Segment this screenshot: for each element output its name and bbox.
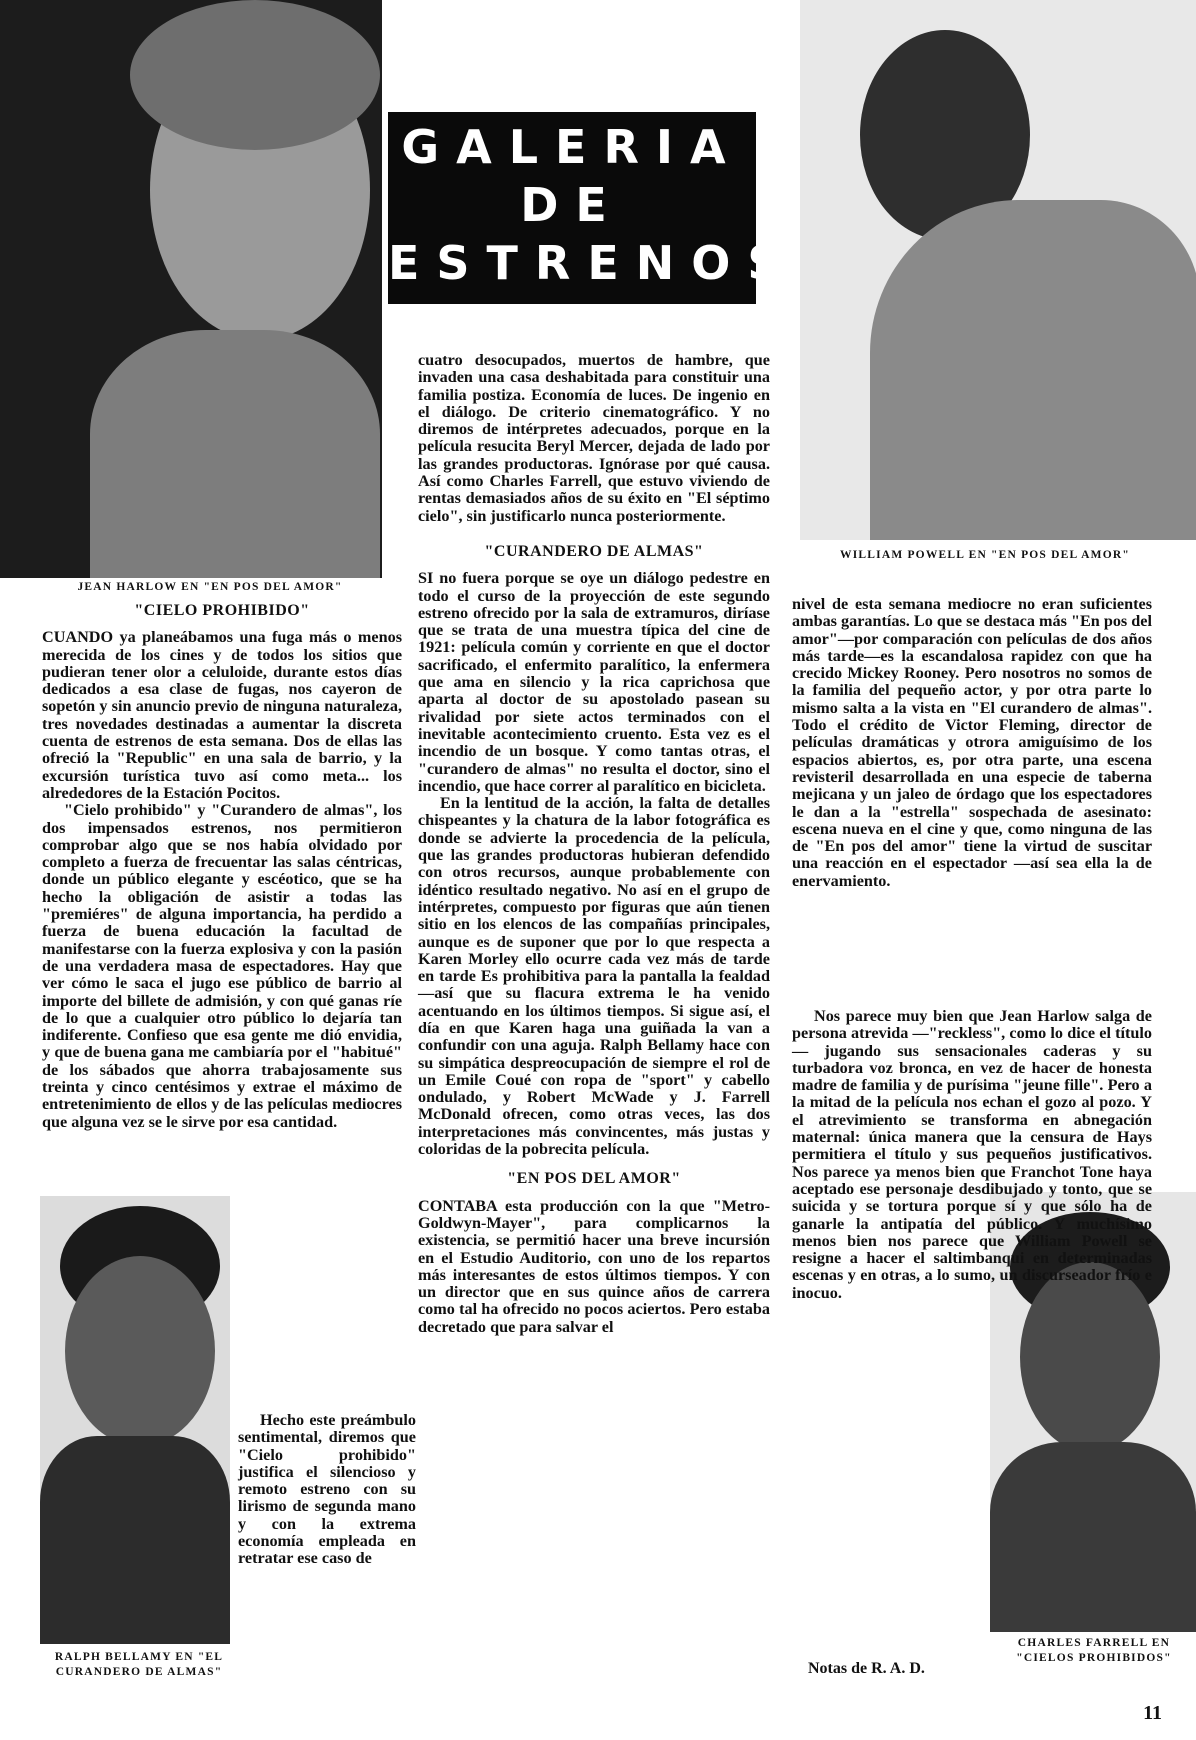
caption-bellamy: RALPH BELLAMY EN "EL CURANDERO DE ALMAS" <box>54 1651 224 1678</box>
col2-paragraph-1: SI no fuera porque se oye un diálogo pedestre en todo el curso de la proyección de este segundo estreno ofrecido por la sala de extramuros, diríase que se trata de una muestra típica del cine de 1921: película común y corriente en que el doctor sacrificado, el enfermito paralítico, la enfermera que ama en silencio y la rica caprichosa que aparta al doctor de su apostolado pasean su rivalidad por siete actos terminados con el inevitable acontecimiento cruento. Esta vez es el incendio de un bosque. Y como tantas otras, el "curandero de almas" no resulta el doctor, sino el incendio, que hace correr al paralítico en bicicleta. <box>418 569 770 795</box>
bellamy-body-shape <box>40 1436 230 1644</box>
page-title <box>388 112 798 304</box>
notes-credit: Notas de R. A. D. <box>808 1660 925 1677</box>
bellamy-face-shape <box>65 1256 215 1446</box>
farrell-body-shape <box>990 1442 1196 1632</box>
col2-paragraph-2: En la lentitud de la acción, la falta de detalles chispeantes y la chatura de la labor fotográfica es donde se advierte la procedencia de la película, que las grandes productoras hubieran defendido con otros recursos, aunque probablemente con idéntico resultado negativo. No así en el grupo de intérpretes, compuesto por figuras que aún tienen sitio en los elencos de las compañías principales, aunque es de suponer que por lo que respecta a Karen Morley ello ocurre cada vez más de tarde en tarde Es prohibitiva para la pantalla la fealdad—así que su flacura extrema le ha venido acentuando en los últimos tiempos. Si sigue así, el día en que Karen haga una guiñada la van a confundir con una aguja. Ralph Bellamy hace con su simpática despreocupación de siempre el rol de un Emile Coué con ropa de "sport" y cabello ondulado, y Robert McWade y J. Farrell McDonald ofrecen, como otras veces, las dos interpretaciones más convincentes, más justas y coloridas de la pobrecita película. <box>418 794 770 1159</box>
col1-paragraph-1: CUANDO ya planeábamos una fuga más o menos merecida de los cines y de todos los sitios que pudieran tener olor a celuloide, durante estos días dedicados a esa clase de fugas, nos cayeron de sopetón y sin anuncio previo de ninguna naturaleza, tres novedades destinadas a aumentar la discreta cuenta de estrenos de esta semana. Dos de ellas las ofreció la "Republic" en una sala de barrio, y la excursión turística tuvo así como meta... los alrededores de la Estación Pocitos. <box>42 628 402 802</box>
section-heading-cielo: "CIELO PROHIBIDO" <box>134 602 310 619</box>
caption-powell: WILLIAM POWELL EN "EN POS DEL AMOR" <box>840 549 1130 561</box>
col2-paragraph-3: CONTABA esta producción con la que "Metro-Goldwyn-Mayer", para complicarnos la existencia, se permitió hacer una breve incursión en el Estudio Auditorio, con uno de los repartos más interesantes de estos últimos tiempos. Y con un director que en sus quince años de carrera como tal ha ofrecido no pocos aciertos. Pero estaba decretado que para salvar el <box>418 1196 770 1336</box>
title-line-1: GALERIA <box>401 120 743 174</box>
col2-paragraph-0: cuatro desocupados, muertos de hambre, que invaden una casa deshabitada para constituir una familia postiza. Economía de luces. De ingenio en el diálogo. De criterio cinematográfico. Y no diremos de intérpretes adecuados, porque en la película resucita Beryl Mercer, dejada de lado por las grandes productoras. Ignórase por qué causa. Así como Charles Farrell, que estuvo viviendo de rentas demasiados años de su éxito en "El séptimo cielo", sin justificarlo nunca posteriormente. <box>418 351 770 525</box>
section-heading-curandero: "CURANDERO DE ALMAS" <box>484 542 704 560</box>
harlow-hair-shape <box>130 0 380 150</box>
column-2 <box>418 352 770 1336</box>
col3-paragraph-1: nivel de esta semana mediocre no eran suficientes ambas garantías. Lo que se destaca más "En pos del amor"—por comparación con películas de dos años más tarde—es la escandalosa rapidez con que ha crecido Mickey Rooney. Pero nosotros no somos de la familia del pequeño actor, y por otra parte lo mismo salta a la vista en "El curandero de almas". Todo el crédito de Victor Fleming, director de películas dramáticas y otrora amiguísimo de los espacios abiertos, es, por otra parte, una escena revisteril desarrollada en una especie de taberna mejicana y un jaleo de órdago que los espectadores le dan a la "estrella" sospechada de asesinato: escena nueva en el cine y que, como ninguna de las de "En pos del amor" tiene la virtud de suscitar una reacción en el espectador —así sea ella la de enervamiento. <box>792 595 1152 890</box>
column-3-lower <box>792 1008 1152 1302</box>
photo-jean-harlow <box>0 0 382 578</box>
photo-william-powell <box>800 0 1196 540</box>
caption-farrell: CHARLES FARRELL EN "CIELOS PROHIBIDOS" <box>1016 1637 1172 1664</box>
section-heading-enpos: "EN POS DEL AMOR" <box>507 1170 681 1188</box>
column-3 <box>792 596 1152 890</box>
page-number: 11 <box>1143 1702 1162 1724</box>
column-1-lower <box>238 1412 416 1568</box>
col1-paragraph-3: Hecho este preámbulo sentimental, diremos que "Cielo prohibido" justifica el silencioso y remoto estreno con su lirismo de segunda mano y con la extrema economía empleada en retratar ese caso de <box>238 1411 416 1568</box>
caption-harlow: JEAN HARLOW EN "EN POS DEL AMOR" <box>77 581 343 593</box>
title-line-2: DE <box>520 178 624 232</box>
harlow-shoulder-shape <box>90 330 380 578</box>
col1-paragraph-2: "Cielo prohibido" y "Curandero de almas", los dos impensados estrenos, nos permitieron comprobar algo que se nos había olvidado por completo a fuerza de frecuentar las salas céntricas, donde un público elegante y escéotico, que se ha hecho la obligación de asistir a todas las "premiéres" de alguna importancia, ha perdido a fuerza de buena educación la facultad de manifestarse con la fuerza explosiva y con la pasión de una verdadera masa de espectadores. Hay que ver cómo le saca el jugo ese público de barrio al importe del billete de admisión, y con qué ganas ríe de lo que a cualquier otro público lo dejaría tan indiferente. Confieso que esa gente me dió envidia, y que de buena gana me cambiaría por el "habitué" de los sábados que ahorra trabajosamente sus treinta y cinco centésimos y extrae el máximo de entretenimiento de ellos y de las películas mediocres que alguna vez se le sirve por esa cantidad. <box>42 801 402 1131</box>
photo-ralph-bellamy <box>40 1196 230 1644</box>
column-1 <box>42 602 402 1131</box>
powell-body-shape <box>870 200 1196 540</box>
col3-paragraph-2: Nos parece muy bien que Jean Harlow salga de persona atrevida —"reckless", como lo dice el título— jugando sus sensacionales caderas y su turbadora voz bronca, en vez de hacer de honesta madre de familia y de purísima "jeune fille". Pero a la mitad de la película nos echan el gozo al pozo. Y el atrevimiento se transforma en abnegación maternal: única manera que la censura de Hays permitiera el título y sus pequeños justificativos. Nos parece ya menos bien que Franchot Tone haya aceptado ese personaje desdibujado y tonto, que se suicida y se tortura porque sí y que sólo ha de ganarle la antipatía del público. Y muchísimo menos bien nos parece que William Powell se resigne a hacer el saltimbanqui en determinadas escenas y en otras, a lo sumo, un discurseador frío e inocuo. <box>792 1007 1152 1302</box>
title-line-3: ESTRENOS <box>388 236 798 290</box>
